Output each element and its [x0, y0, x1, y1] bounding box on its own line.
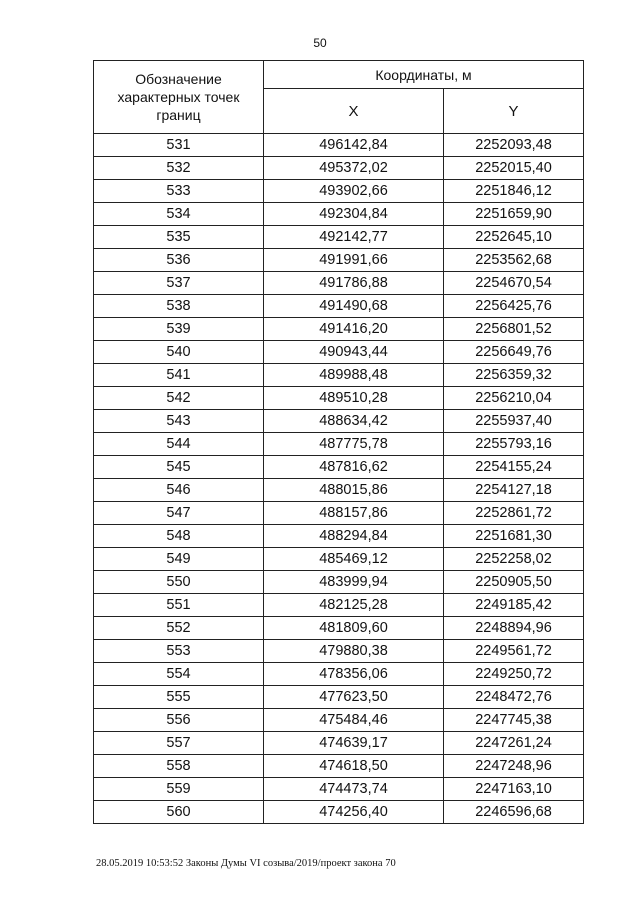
- x-coordinate-cell: 491490,68: [264, 295, 444, 318]
- y-coordinate-cell: 2248894,96: [444, 617, 584, 640]
- table-row: [94, 157, 584, 180]
- table-row: [94, 387, 584, 410]
- x-coordinate-cell: 492304,84: [264, 203, 444, 226]
- point-id-cell: 541: [94, 364, 264, 387]
- coordinates-table: [93, 60, 584, 824]
- y-coordinate-cell: 2252093,48: [444, 134, 584, 157]
- table-row: [94, 479, 584, 502]
- y-coordinate-cell: 2256801,52: [444, 318, 584, 341]
- table-row: [94, 778, 584, 801]
- y-coordinate-cell: 2253562,68: [444, 249, 584, 272]
- x-coordinate-cell: 488157,86: [264, 502, 444, 525]
- point-id-cell: 545: [94, 456, 264, 479]
- x-coordinate-cell: 488634,42: [264, 410, 444, 433]
- x-coordinate-cell: 483999,94: [264, 571, 444, 594]
- y-coordinate-cell: 2251681,30: [444, 525, 584, 548]
- point-id-cell: 555: [94, 686, 264, 709]
- x-coordinate-cell: 487816,62: [264, 456, 444, 479]
- point-id-cell: 543: [94, 410, 264, 433]
- point-id-cell: 553: [94, 640, 264, 663]
- y-coordinate-cell: 2252861,72: [444, 502, 584, 525]
- y-coordinate-cell: 2255793,16: [444, 433, 584, 456]
- header-coordinates: Координаты, м: [264, 61, 584, 89]
- table-row: [94, 295, 584, 318]
- y-coordinate-cell: 2247248,96: [444, 755, 584, 778]
- table-row: [94, 134, 584, 157]
- y-coordinate-cell: 2256425,76: [444, 295, 584, 318]
- x-coordinate-cell: 491416,20: [264, 318, 444, 341]
- point-id-cell: 547: [94, 502, 264, 525]
- x-coordinate-cell: 495372,02: [264, 157, 444, 180]
- y-coordinate-cell: 2251659,90: [444, 203, 584, 226]
- point-id-cell: 560: [94, 801, 264, 824]
- table-row: [94, 433, 584, 456]
- x-coordinate-cell: 491991,66: [264, 249, 444, 272]
- table-row: [94, 249, 584, 272]
- table-row: [94, 180, 584, 203]
- point-id-cell: 559: [94, 778, 264, 801]
- table-row: [94, 410, 584, 433]
- header-y: Y: [444, 89, 584, 134]
- y-coordinate-cell: 2255937,40: [444, 410, 584, 433]
- point-id-cell: 532: [94, 157, 264, 180]
- x-coordinate-cell: 478356,06: [264, 663, 444, 686]
- x-coordinate-cell: 489988,48: [264, 364, 444, 387]
- document-footer: 28.05.2019 10:53:52 Законы Думы VI созыва/2019/проект закона 70: [96, 858, 396, 869]
- x-coordinate-cell: 479880,38: [264, 640, 444, 663]
- table-row: [94, 755, 584, 778]
- y-coordinate-cell: 2247261,24: [444, 732, 584, 755]
- header-point-designation: Обозначение характерных точек границ: [94, 61, 264, 134]
- table-row: [94, 594, 584, 617]
- point-id-cell: 537: [94, 272, 264, 295]
- y-coordinate-cell: 2256210,04: [444, 387, 584, 410]
- x-coordinate-cell: 489510,28: [264, 387, 444, 410]
- table-row: [94, 686, 584, 709]
- point-id-cell: 544: [94, 433, 264, 456]
- point-id-cell: 557: [94, 732, 264, 755]
- table-row: [94, 663, 584, 686]
- x-coordinate-cell: 490943,44: [264, 341, 444, 364]
- x-coordinate-cell: 491786,88: [264, 272, 444, 295]
- x-coordinate-cell: 482125,28: [264, 594, 444, 617]
- y-coordinate-cell: 2254127,18: [444, 479, 584, 502]
- y-coordinate-cell: 2256359,32: [444, 364, 584, 387]
- y-coordinate-cell: 2247163,10: [444, 778, 584, 801]
- x-coordinate-cell: 474618,50: [264, 755, 444, 778]
- table-body: [94, 134, 584, 824]
- x-coordinate-cell: 474473,74: [264, 778, 444, 801]
- point-id-cell: 548: [94, 525, 264, 548]
- point-id-cell: 558: [94, 755, 264, 778]
- point-id-cell: 536: [94, 249, 264, 272]
- y-coordinate-cell: 2247745,38: [444, 709, 584, 732]
- x-coordinate-cell: 481809,60: [264, 617, 444, 640]
- y-coordinate-cell: 2249250,72: [444, 663, 584, 686]
- x-coordinate-cell: 492142,77: [264, 226, 444, 249]
- y-coordinate-cell: 2249561,72: [444, 640, 584, 663]
- point-id-cell: 556: [94, 709, 264, 732]
- x-coordinate-cell: 488294,84: [264, 525, 444, 548]
- point-id-cell: 540: [94, 341, 264, 364]
- x-coordinate-cell: 485469,12: [264, 548, 444, 571]
- table-row: [94, 640, 584, 663]
- point-id-cell: 549: [94, 548, 264, 571]
- table-row: [94, 272, 584, 295]
- y-coordinate-cell: 2251846,12: [444, 180, 584, 203]
- x-coordinate-cell: 474639,17: [264, 732, 444, 755]
- point-id-cell: 542: [94, 387, 264, 410]
- table-row: [94, 709, 584, 732]
- x-coordinate-cell: 475484,46: [264, 709, 444, 732]
- table-row: [94, 364, 584, 387]
- y-coordinate-cell: 2252015,40: [444, 157, 584, 180]
- y-coordinate-cell: 2252645,10: [444, 226, 584, 249]
- y-coordinate-cell: 2256649,76: [444, 341, 584, 364]
- table-row: [94, 617, 584, 640]
- header-x: X: [264, 89, 444, 134]
- y-coordinate-cell: 2252258,02: [444, 548, 584, 571]
- table-row: [94, 571, 584, 594]
- point-id-cell: 551: [94, 594, 264, 617]
- page-number: 50: [313, 36, 327, 50]
- point-id-cell: 554: [94, 663, 264, 686]
- table-row: [94, 525, 584, 548]
- x-coordinate-cell: 474256,40: [264, 801, 444, 824]
- y-coordinate-cell: 2246596,68: [444, 801, 584, 824]
- y-coordinate-cell: 2250905,50: [444, 571, 584, 594]
- point-id-cell: 550: [94, 571, 264, 594]
- point-id-cell: 531: [94, 134, 264, 157]
- point-id-cell: 538: [94, 295, 264, 318]
- y-coordinate-cell: 2254670,54: [444, 272, 584, 295]
- x-coordinate-cell: 487775,78: [264, 433, 444, 456]
- point-id-cell: 546: [94, 479, 264, 502]
- point-id-cell: 539: [94, 318, 264, 341]
- table-row: [94, 203, 584, 226]
- y-coordinate-cell: 2249185,42: [444, 594, 584, 617]
- table-row: [94, 341, 584, 364]
- point-id-cell: 534: [94, 203, 264, 226]
- table-row: [94, 801, 584, 824]
- point-id-cell: 533: [94, 180, 264, 203]
- table-row: [94, 502, 584, 525]
- point-id-cell: 552: [94, 617, 264, 640]
- table-row: [94, 548, 584, 571]
- y-coordinate-cell: 2248472,76: [444, 686, 584, 709]
- table-row: [94, 318, 584, 341]
- table-row: [94, 456, 584, 479]
- point-id-cell: 535: [94, 226, 264, 249]
- x-coordinate-cell: 488015,86: [264, 479, 444, 502]
- x-coordinate-cell: 477623,50: [264, 686, 444, 709]
- table-row: [94, 226, 584, 249]
- x-coordinate-cell: 496142,84: [264, 134, 444, 157]
- y-coordinate-cell: 2254155,24: [444, 456, 584, 479]
- table-row: [94, 732, 584, 755]
- x-coordinate-cell: 493902,66: [264, 180, 444, 203]
